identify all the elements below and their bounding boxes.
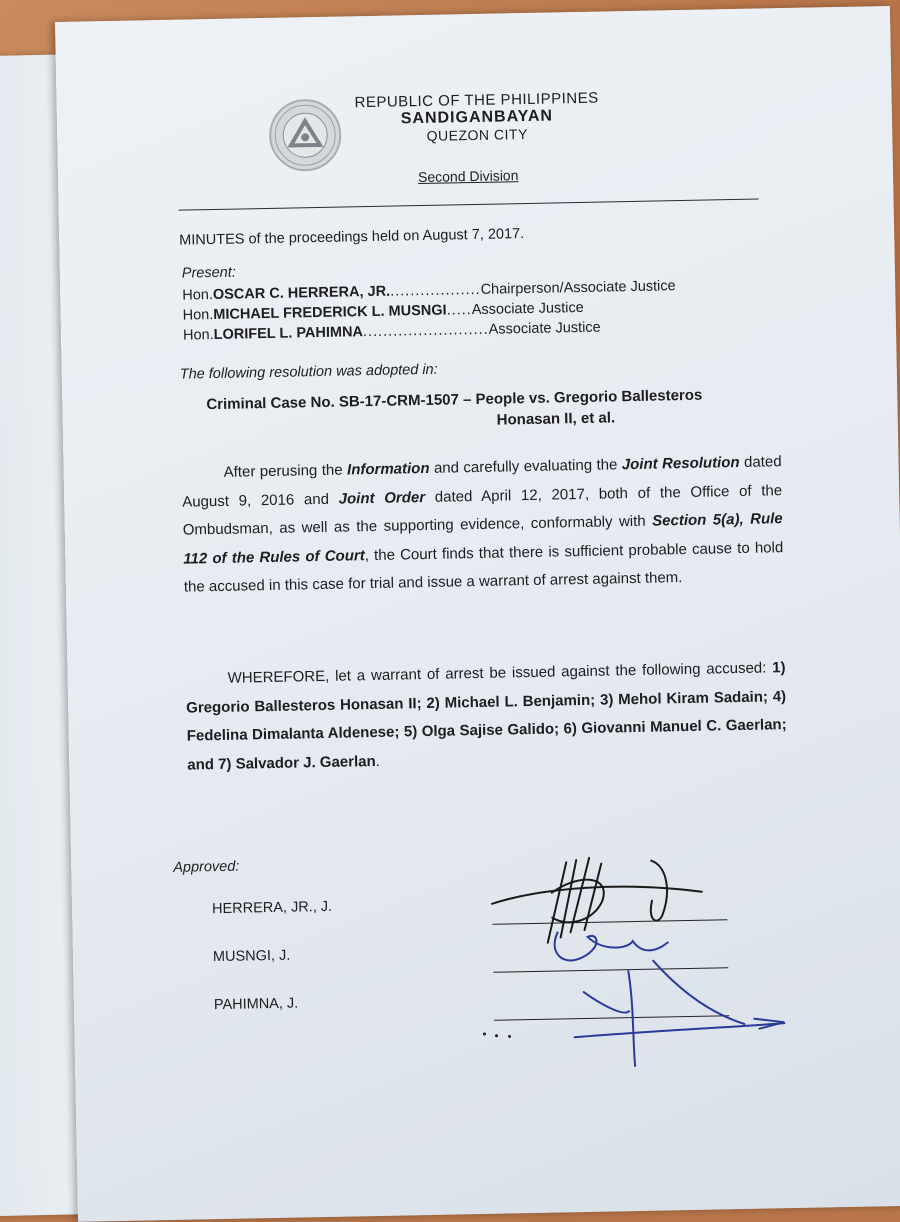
paragraph-text: and carefully evaluating the	[429, 456, 623, 477]
leader-dots: .....	[446, 302, 472, 319]
paragraph-text: dated April 12, 2017, both of the Office of the Ombudsman, as well as the supporting evidence, conformably with	[182, 481, 783, 539]
leader-dots: .........................	[362, 321, 489, 341]
signatory-name: MUSNGI, J.	[212, 947, 291, 966]
paragraph-text: WHEREFORE, let a warrant of arrest be issued against the following accused:	[227, 659, 773, 687]
emphasis-text: Section 5(a), Rule 112 of the Rules of Court	[183, 510, 783, 568]
justice-role: Associate Justice	[471, 299, 584, 319]
paragraph-text: , the Court finds that there is sufficient probable cause to hold the accused in this case for trial and issue a warrant of arrest against them.	[183, 538, 784, 596]
accused-list: 1) Gregorio Ballesteros Honasan II; 2) Michael L. Benjamin; 3) Mehol Kiram Sadain; 4) Fedelina Dimalanta Aldenese; 5) Olga Sajise Galido; 6) Giovanni Manuel C. Gaerlan; and 7) Salvador J. Gaerlan	[186, 659, 787, 774]
justice-role: Chairperson/Associate Justice	[480, 278, 676, 298]
adopted-line: The following resolution was adopted in:	[179, 361, 438, 383]
document-header	[346, 89, 607, 145]
approved-label: Approved:	[173, 858, 240, 876]
paragraph-text: .	[375, 752, 381, 770]
wherefore-paragraph	[185, 654, 787, 779]
justice-name: MICHAEL FREDERICK L. MUSNGI	[213, 302, 447, 324]
justice-prefix: Hon.	[182, 307, 214, 324]
case-number: Criminal Case No. SB-17-CRM-1507 –	[206, 391, 472, 414]
division-label: Second Division	[417, 167, 519, 186]
case-caption	[206, 385, 703, 437]
emphasis-text: Information	[346, 459, 430, 479]
justice-prefix: Hon.	[182, 287, 214, 304]
emphasis-text: Joint Order	[338, 488, 426, 508]
justices-list	[182, 276, 677, 345]
minutes-line: MINUTES of the proceedings held on August 7, 2017.	[179, 226, 525, 249]
findings-paragraph	[181, 448, 784, 602]
signatory-name: PAHIMNA, J.	[213, 995, 299, 1014]
justice-prefix: Hon.	[182, 327, 214, 344]
case-title-line1: People vs. Gregorio Ballesteros	[475, 386, 703, 408]
paragraph-text: After perusing the	[223, 461, 348, 481]
header-divider	[179, 199, 759, 211]
leader-dots: ..................	[389, 281, 481, 300]
emphasis-text: Joint Resolution	[621, 453, 740, 474]
justice-role: Associate Justice	[488, 319, 601, 338]
signatory-name: HERRERA, JR., J.	[211, 898, 333, 918]
present-label: Present:	[181, 264, 236, 282]
court-name: SANDIGANBAYAN	[400, 107, 554, 128]
paragraph-text: dated August 9, 2016 and	[182, 453, 782, 511]
court-city: QUEZON CITY	[426, 125, 528, 144]
republic-heading: REPUBLIC OF THE PHILIPPINES	[354, 89, 599, 112]
court-seal-icon	[269, 99, 342, 172]
justice-name: OSCAR C. HERRERA, JR.	[212, 283, 391, 304]
resolution-document	[55, 6, 900, 1222]
handwritten-signatures	[451, 828, 796, 1074]
justice-name: LORIFEL L. PAHIMNA	[213, 324, 364, 344]
case-title-line2: Honasan II, et al.	[496, 409, 616, 429]
